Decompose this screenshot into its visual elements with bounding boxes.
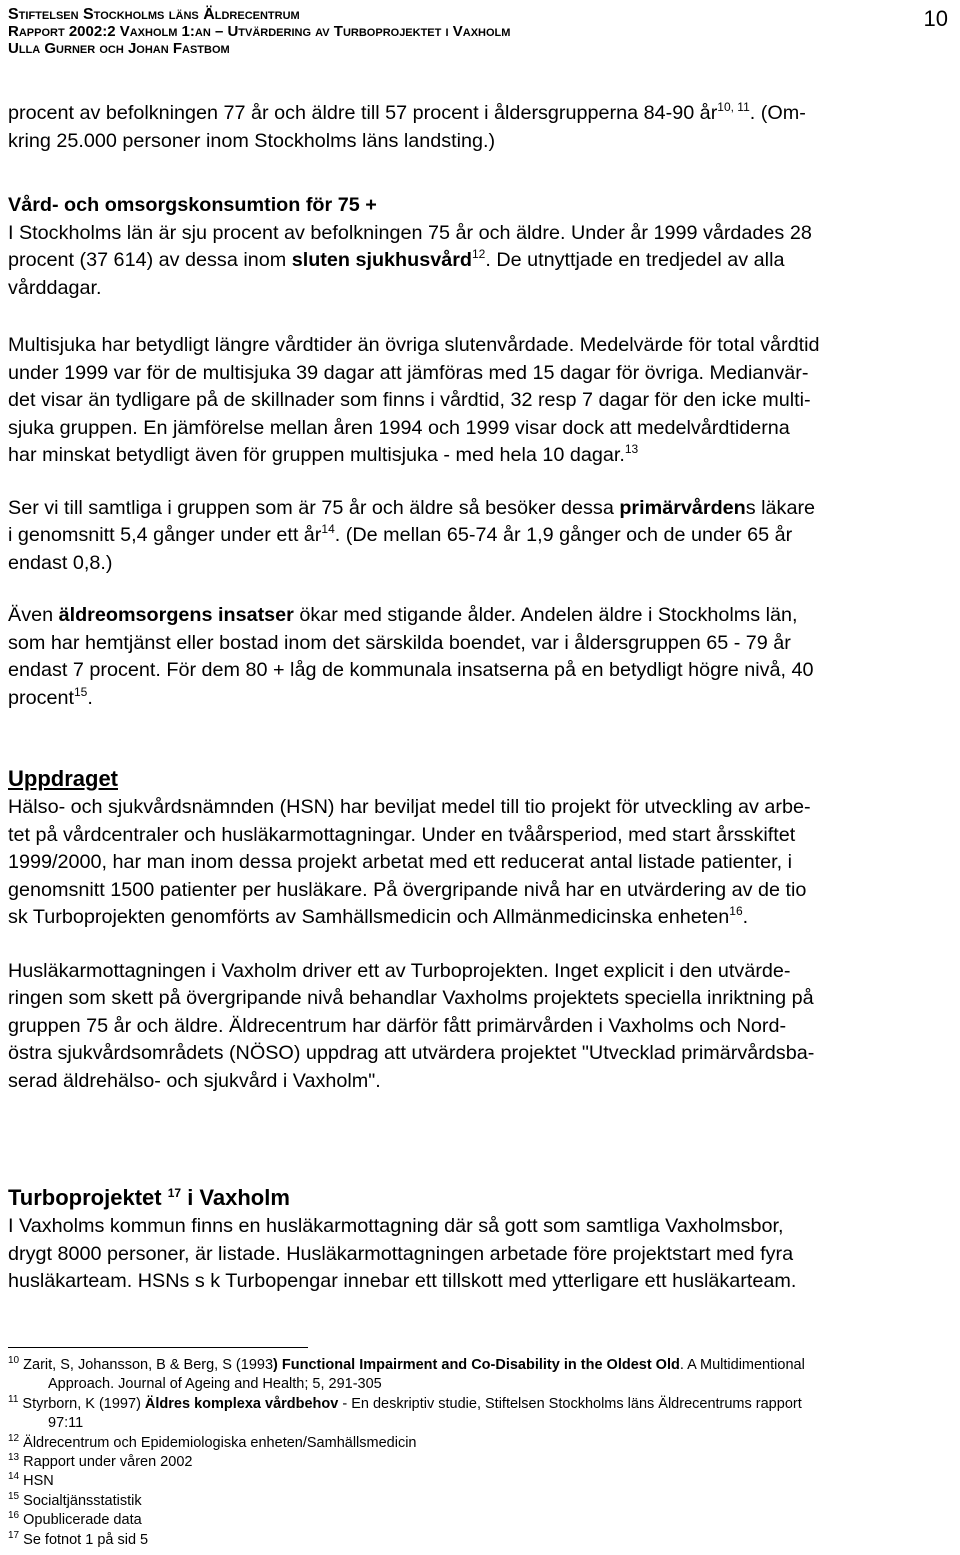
footnote-11-continued: 97:11 <box>48 1415 84 1432</box>
paragraph-line: husläkarteam. HSNs s k Turbopengar innebar ett tillskott med ytterligare ett husläkarteam. <box>8 1270 797 1292</box>
paragraph-line: som har hemtjänst eller bostad inom det särskilda boendet, var i åldersgruppen 65 - 79 år <box>8 631 791 654</box>
paragraph-line: procent$^{15}$. <box>8 684 93 709</box>
paragraph-line: genomsnitt 1500 patienter per husläkare. På övergripande nivå har en utvärdering av de tio <box>8 878 807 901</box>
footnote-17: $^{17}$ Se fotnot 1 på sid 5 <box>8 1529 149 1548</box>
paragraph-line: I Stockholms län är sju procent av befolkningen 75 år och äldre. Under år 1999 vårdades 28 <box>8 221 812 244</box>
paragraph-line: tet på vårdcentraler och husläkarmottagningar. Under en tvåårsperiod, med start årsskiftet <box>8 823 796 846</box>
paragraph-line: Hälso- och sjukvårdsnämnden (HSN) har beviljat medel till tio projekt för utveckling av arbe- <box>8 796 811 818</box>
paragraph-line: I Vaxholms kommun finns en husläkarmottagning där så gott som samtliga Vaxholmsbor, <box>8 1215 784 1237</box>
header-line-1: Stiftelsen Stockholms läns Äldrecentrum <box>8 6 300 23</box>
footnote-15: $^{15}$ Socialtjänsstatistik <box>8 1490 142 1509</box>
footnote-separator <box>8 1347 308 1348</box>
paragraph-line: ringen som skett på övergripande nivå behandlar Vaxholms projektets speciella inriktning på <box>8 987 814 1009</box>
paragraph-line: det visar än tydligare på de skillnader som finns i vårdtid, 32 resp 7 dagar för den icke multi- <box>8 389 811 411</box>
paragraph-line: procent (37 614) av dessa inom sluten sjukhusvård$^{12}$. De utnyttjade en tredjedel av alla <box>8 247 785 271</box>
paragraph-line: Husläkarmottagningen i Vaxholm driver ett av Turboprojekten. Inget explicit i den utvärde- <box>8 959 791 982</box>
footnote-11: $^{11}$ Styrborn, K (1997) Äldres komplexa vårdbehov - En deskriptiv studie, Stiftelsen Stockholms läns Äldrecentrums rapport <box>8 1393 802 1412</box>
section-heading-vard: Vård- och omsorgskonsumtion för 75 + <box>8 194 377 216</box>
paragraph-line: östra sjukvårdsområdets (NÖSO) uppdrag att utvärdera projektet "Utvecklad primärvårdsba- <box>8 1042 815 1064</box>
paragraph-line: sk Turboprojekten genomförts av Samhällsmedicin och Allmänmedicinska enheten$^{16}$. <box>8 904 749 928</box>
footnotes <box>8 1356 948 1550</box>
paragraph-line: drygt 8000 personer, är listade. Husläkarmottagningen arbetade före projektstart med fyra <box>8 1242 794 1265</box>
section-heading-uppdraget: Uppdraget <box>8 766 118 791</box>
paragraph-line: i genomsnitt 5,4 gånger under ett $år^{14}$. (De mellan 65-74 år 1,9 gånger och de under 65 år <box>8 522 793 546</box>
paragraph-line: Ser vi till samtliga i gruppen som är 75 år och äldre så besöker dessa primärvårdens läkare <box>8 496 816 519</box>
paragraph-line: endast 0,8.) <box>8 551 113 574</box>
paragraph-line: Multisjuka har betydligt längre vårdtider än övriga slutenvårdade. Medelvärde för total vårdtid <box>8 334 820 356</box>
body-text <box>8 100 948 1296</box>
paragraph-line: gruppen 75 år och äldre. Äldrecentrum har därför fått primärvården i Vaxholms och Nord- <box>8 1014 787 1037</box>
footnote-14: $^{14}$ HSN <box>8 1471 54 1490</box>
paragraph-line: under 1999 var för de multisjuka 39 dagar att jämföras med 15 dagar för övriga. Medianvär- <box>8 361 809 384</box>
footnote-10-continued: Approach. Journal of Ageing and Health; 5, 291-305 <box>48 1376 382 1393</box>
paragraph-line: kring 25.000 personer inom Stockholms läns landsting.) <box>8 129 496 152</box>
paragraph-line: procent av befolkningen 77 år och äldre till 57 procent i åldersgrupperna 84-90 år$^{10, 11}$. (Om- <box>8 100 806 124</box>
paragraph-line: endast 7 procent. För dem 80 + låg de kommunala insatserna på en betydligt högre nivå, 40 <box>8 659 814 681</box>
paragraph-line: har minskat betydligt även för gruppen multisjuka - med hela 10 dagar.$^{13}$ <box>8 442 639 466</box>
paragraph-line: vårddagar. <box>8 276 102 299</box>
paragraph-line: 1999/2000, har man inom dessa projekt arbetat med ett reducerat antal listade patienter, i <box>8 851 793 873</box>
header-line-2: Rapport 2002:2 Vaxholm 1:an – Utvärdering av Turboprojektet i Vaxholm <box>8 23 511 40</box>
paragraph-line: sjuka gruppen. En jämförelse mellan åren 1994 och 1999 visar dock att medelvårdtiderna <box>8 416 790 439</box>
footnote-13: $^{13}$ Rapport under våren 2002 <box>8 1452 193 1471</box>
page-number: 10 <box>923 6 948 31</box>
footnote-16: $^{16}$ Opublicerade data <box>8 1510 142 1529</box>
paragraph-line: Även äldreomsorgens insatser ökar med stigande ålder. Andelen äldre i Stockholms län, <box>8 604 798 626</box>
footnote-12: $^{12}$ Äldrecentrum och Epidemiologiska enheten/Samhällsmedicin <box>8 1432 417 1451</box>
running-header <box>8 6 510 57</box>
section-heading-turboprojektet: Turboprojektet $^{17}$ i Vaxholm <box>8 1185 290 1210</box>
footnote-10: $^{10}$ Zarit, S, Johansson, B & Berg, S (1993) Functional Impairment and Co-Disability in the Oldest Old. A Multidimentional <box>8 1355 805 1373</box>
header-line-3: Ulla Gurner och Johan Fastbom <box>8 40 230 57</box>
paragraph-line: serad äldrehälso- och sjukvård i Vaxholm". <box>8 1069 381 1092</box>
